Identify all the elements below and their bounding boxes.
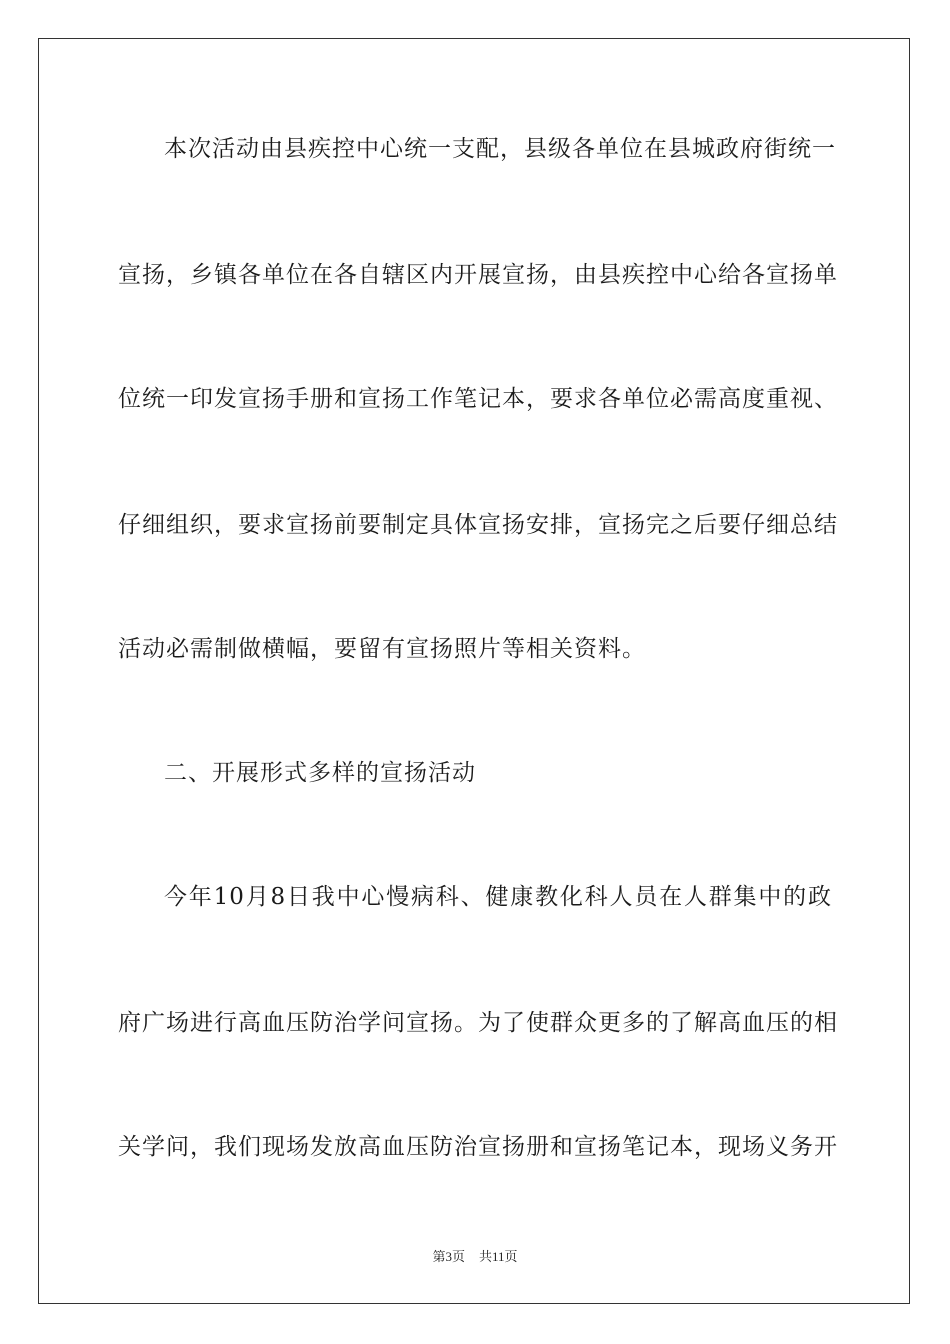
page-total: 共11页 <box>478 1249 518 1264</box>
paragraph-line: 关学问，我们现场发放高血压防治宣扬册和宣扬笔记本，现场义务开 <box>118 1134 838 1160</box>
paragraph-line: 位统一印发宣扬手册和宣扬工作笔记本，要求各单位必需高度重视、 <box>118 386 838 412</box>
page-number: 第3页 <box>432 1249 465 1264</box>
paragraph-line: 今年10月8日我中心慢病科、健康教化科人员在人群集中的政 <box>164 884 832 910</box>
paragraph-line: 活动必需制做横幅，要留有宣扬照片等相关资料。 <box>118 636 646 662</box>
section-heading: 二、开展形式多样的宣扬活动 <box>164 760 476 786</box>
page-border <box>38 38 910 1304</box>
paragraph-line: 仔细组织，要求宣扬前要制定具体宣扬安排，宣扬完之后要仔细总结 <box>118 512 838 538</box>
paragraph-line: 府广场进行高血压防治学问宣扬。为了使群众更多的了解高血压的相 <box>118 1010 838 1036</box>
paragraph-line: 宣扬，乡镇各单位在各自辖区内开展宣扬，由县疾控中心给各宣扬单 <box>118 262 838 288</box>
paragraph-line: 本次活动由县疾控中心统一支配，县级各单位在县城政府街统一 <box>164 136 836 162</box>
page-footer <box>0 1248 950 1266</box>
